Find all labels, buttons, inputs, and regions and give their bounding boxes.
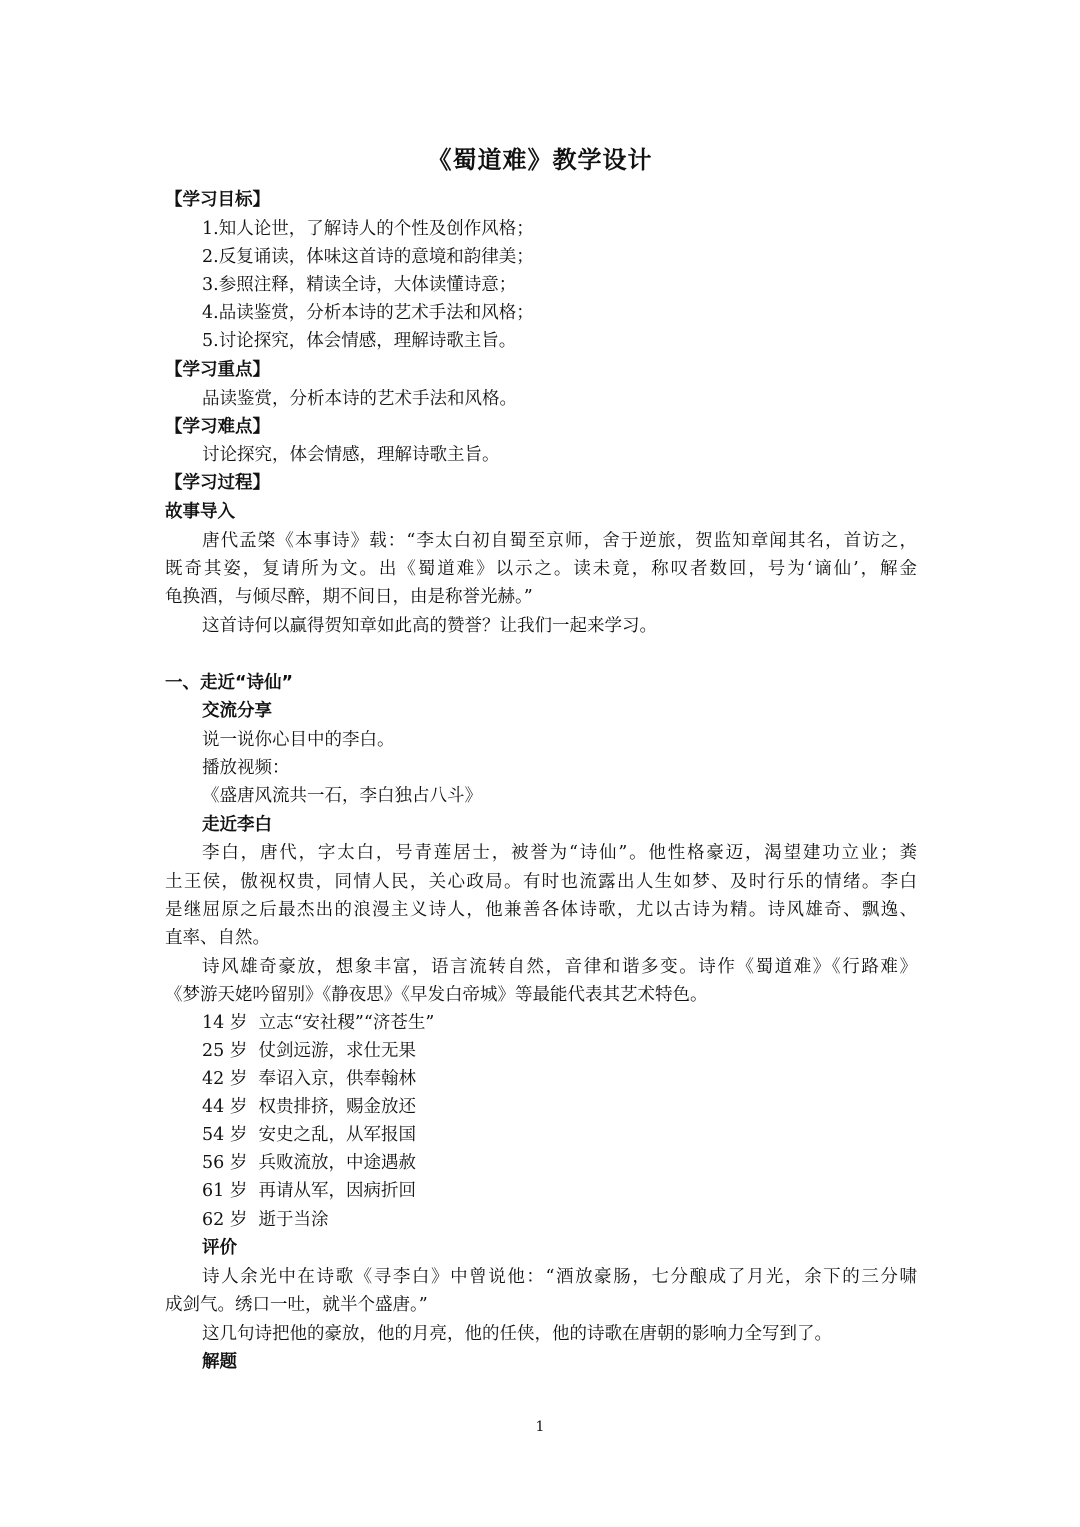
- timeline-item: [202, 1121, 416, 1149]
- share-line: 说一说你心目中的李白。: [202, 730, 395, 750]
- evaluation-heading: 评价: [202, 1238, 237, 1258]
- page-number: 1: [535, 1419, 545, 1435]
- share-heading: 交流分享: [202, 701, 272, 721]
- evaluation-paragraph-line: 诗人余光中在诗歌《寻李白》中曾说他：“酒放豪肠，七分酿成了月光，余下的三分啸: [202, 1267, 917, 1287]
- timeline-age: 44 岁: [202, 1097, 248, 1117]
- timeline-age: 25 岁: [202, 1041, 248, 1061]
- timeline-event: 安史之乱，从军报国: [258, 1125, 416, 1145]
- timeline-item: [202, 1149, 416, 1177]
- intro-paragraph-line: 唐代孟棨《本事诗》载：“李太白初自蜀至京师，舍于逆旅，贺监知章闻其名，首访之，: [202, 531, 917, 551]
- style-paragraph-line: 《梦游天姥吟留别》《静夜思》《早发白帝城》等最能代表其艺术特色。: [165, 985, 708, 1005]
- key-points-text: 品读鉴赏，分析本诗的艺术手法和风格。: [202, 389, 517, 409]
- intro-heading: 故事导入: [165, 502, 235, 522]
- libai-heading: 走近李白: [202, 815, 272, 835]
- timeline-age: 56 岁: [202, 1153, 248, 1173]
- intro-paragraph-line: 既奇其姿，复请所为文。出《蜀道难》以示之。读未竟，称叹者数回，号为‘谪仙’，解金: [165, 559, 917, 579]
- timeline-age: 42 岁: [202, 1069, 248, 1089]
- objective-item: 1.知人论世，了解诗人的个性及创作风格；: [202, 219, 534, 239]
- timeline-age: 62 岁: [202, 1210, 248, 1230]
- objectives-heading: 【学习目标】: [165, 190, 270, 210]
- video-title: 《盛唐风流共一石，李白独占八斗》: [202, 786, 482, 806]
- objective-item: 2.反复诵读，体味这首诗的意境和韵律美；: [202, 247, 534, 267]
- timeline-event: 逝于当涂: [258, 1210, 329, 1230]
- timeline-item: [202, 1206, 328, 1234]
- timeline-event: 立志“安社稷”“济苍生”: [258, 1013, 435, 1033]
- intro-paragraph-line: 龟换酒，与倾尽醉，期不间日，由是称誉光赫。”: [165, 587, 533, 607]
- libai-paragraph-line: 李白，唐代，字太白，号青莲居士，被誉为“诗仙”。他性格豪迈，渴望建功立业；粪: [202, 843, 917, 863]
- timeline-item: [202, 1037, 416, 1065]
- difficulties-text: 讨论探究，体会情感，理解诗歌主旨。: [202, 445, 500, 465]
- style-paragraph-line: 诗风雄奇豪放，想象丰富，语言流转自然，音律和谐多变。诗作《蜀道难》《行路难》: [202, 957, 917, 977]
- libai-paragraph-line: 直率、自然。: [165, 928, 270, 948]
- evaluation-paragraph-line: 成剑气。绣口一吐，就半个盛唐。”: [165, 1295, 428, 1315]
- key-points-heading: 【学习重点】: [165, 360, 270, 380]
- intro-question: 这首诗何以赢得贺知章如此高的赞誉？让我们一起来学习。: [202, 616, 657, 636]
- timeline-event: 仗剑远游，求仕无果: [258, 1041, 416, 1061]
- timeline-event: 再请从军，因病折回: [258, 1181, 416, 1201]
- title-explain-heading: 解题: [202, 1352, 237, 1372]
- timeline-age: 61 岁: [202, 1181, 248, 1201]
- libai-paragraph-line: 土王侯，傲视权贵，同情人民，关心政局。有时也流露出人生如梦、及时行乐的情绪。李白: [165, 872, 917, 892]
- timeline-age: 14 岁: [202, 1013, 248, 1033]
- objective-item: 3.参照注释，精读全诗，大体读懂诗意；: [202, 275, 517, 295]
- objective-item: 5.讨论探究，体会情感，理解诗歌主旨。: [202, 331, 517, 351]
- timeline-item: [202, 1065, 416, 1093]
- objective-item: 4.品读鉴赏，分析本诗的艺术手法和风格；: [202, 303, 534, 323]
- timeline-item: [202, 1177, 416, 1205]
- share-line: 播放视频：: [202, 758, 290, 778]
- libai-paragraph-line: 是继屈原之后最杰出的浪漫主义诗人，他兼善各体诗歌，尤以古诗为精。诗风雄奇、飘逸、: [165, 900, 917, 920]
- difficulties-heading: 【学习难点】: [165, 417, 270, 437]
- process-heading: 【学习过程】: [165, 473, 270, 493]
- timeline-age: 54 岁: [202, 1125, 248, 1145]
- timeline-event: 兵败流放，中途遇赦: [258, 1153, 416, 1173]
- evaluation-summary: 这几句诗把他的豪放，他的月亮，他的任侠，他的诗歌在唐朝的影响力全写到了。: [202, 1324, 832, 1344]
- timeline-event: 权贵排挤，赐金放还: [258, 1097, 416, 1117]
- timeline-event: 奉诏入京，供奉翰林: [258, 1069, 416, 1089]
- timeline-item: [202, 1009, 434, 1037]
- timeline-item: [202, 1093, 416, 1121]
- page-title: 《蜀道难》教学设计: [427, 146, 653, 174]
- section1-heading: 一、走近“诗仙”: [165, 673, 294, 693]
